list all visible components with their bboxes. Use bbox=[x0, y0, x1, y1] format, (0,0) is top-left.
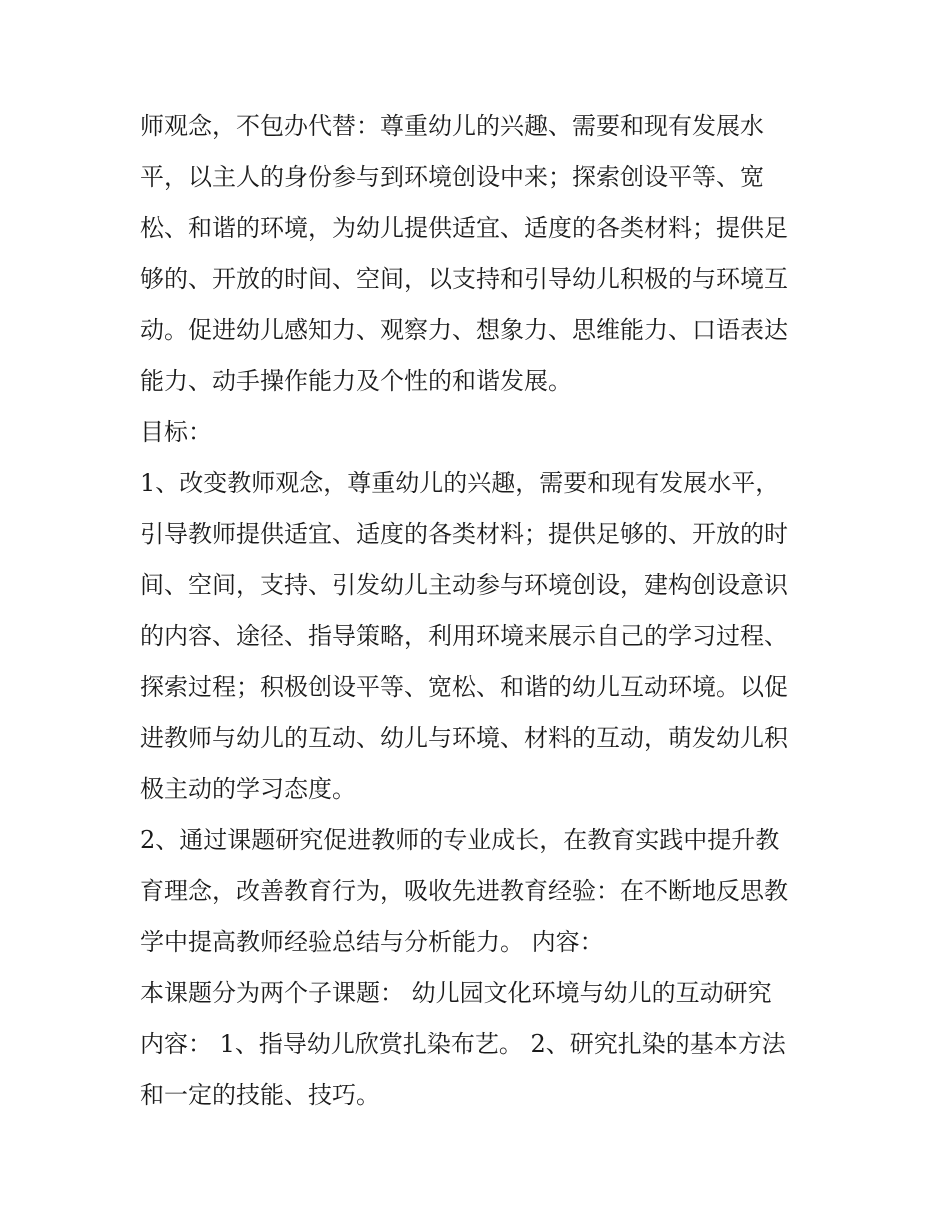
text-line-11: 的内容、途径、指导策略，利用环境来展示自己的学习过程、 bbox=[140, 622, 788, 650]
text-line-14: 极主动的学习态度。 bbox=[140, 775, 356, 803]
text-line-4: 够的、开放的时间、空间，以支持和引导幼儿积极的与环境互 bbox=[140, 265, 788, 293]
text-line-5: 动。促进幼儿感知力、观察力、想象力、思维能力、口语表达 bbox=[140, 316, 788, 344]
text-line-12: 探索过程；积极创设平等、宽松、和谐的幼儿互动环境。以促 bbox=[140, 673, 788, 701]
text-line-10: 间、空间，支持、引发幼儿主动参与环境创设，建构创设意识 bbox=[140, 571, 788, 599]
body-text bbox=[140, 101, 820, 1121]
text-line-18: 本课题分为两个子课题： 幼儿园文化环境与幼儿的互动研究 bbox=[140, 979, 772, 1007]
text-line-6: 能力、动手操作能力及个性的和谐发展。 bbox=[140, 367, 572, 395]
text-line-3: 松、和谐的环境，为幼儿提供适宜、适度的各类材料；提供足 bbox=[140, 214, 788, 242]
text-line-17: 学中提高教师经验总结与分析能力。 内容： bbox=[140, 928, 604, 956]
text-line-15: 2、通过课题研究促进教师的专业成长，在教育实践中提升教 bbox=[140, 826, 780, 854]
text-line-1: 师观念，不包办代替：尊重幼儿的兴趣、需要和现有发展水 bbox=[140, 112, 764, 140]
text-line-8: 1、改变教师观念，尊重幼儿的兴趣，需要和现有发展水平， bbox=[140, 469, 780, 497]
text-line-13: 进教师与幼儿的互动、幼儿与环境、材料的互动，萌发幼儿积 bbox=[140, 724, 788, 752]
text-line-16: 育理念，改善教育行为，吸收先进教育经验：在不断地反思教 bbox=[140, 877, 788, 905]
text-line-9: 引导教师提供适宜、适度的各类材料；提供足够的、开放的时 bbox=[140, 520, 788, 548]
text-line-19: 内容： 1、指导幼儿欣赏扎染布艺。 2、研究扎染的基本方法 bbox=[140, 1030, 786, 1058]
text-line-20: 和一定的技能、技巧。 bbox=[140, 1081, 380, 1109]
text-line-2: 平，以主人的身份参与到环境创设中来；探索创设平等、宽 bbox=[140, 163, 764, 191]
section-heading-goals: 目标： bbox=[140, 418, 212, 446]
